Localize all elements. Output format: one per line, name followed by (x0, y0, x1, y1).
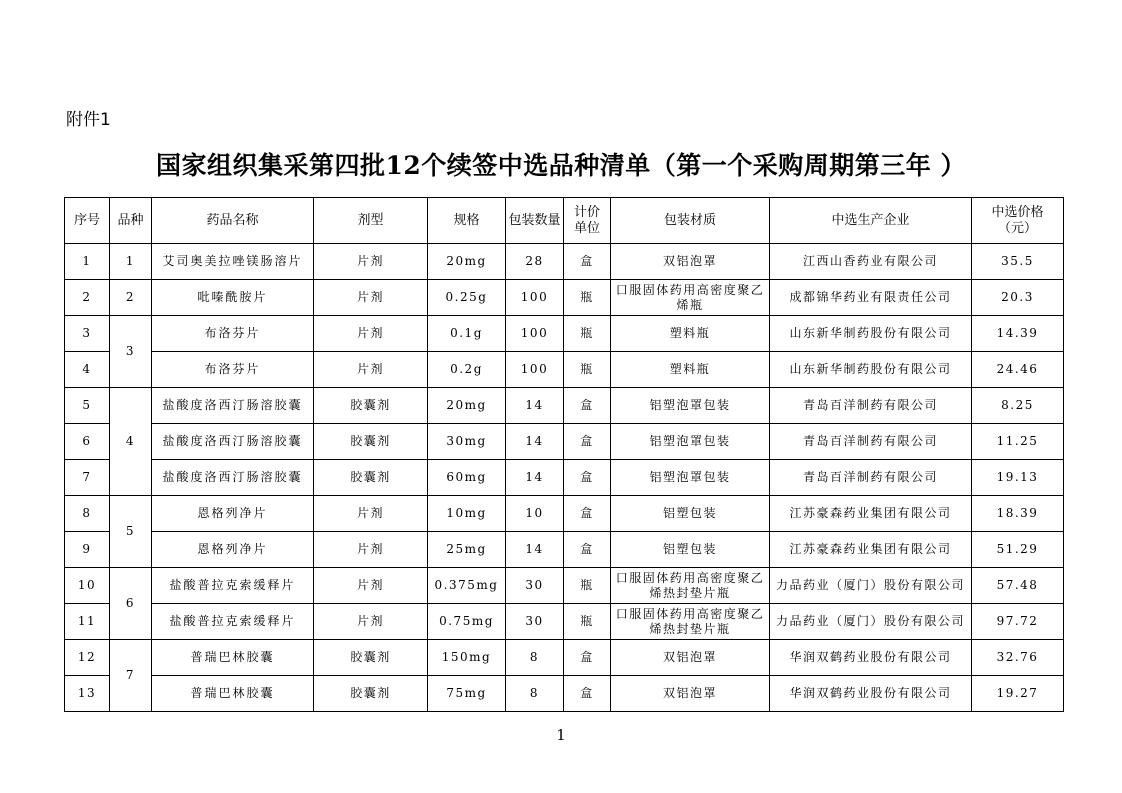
row-number-cell: 9 (65, 532, 110, 568)
drug-name-cell: 盐酸普拉克索缓释片 (152, 568, 314, 604)
drug-name-cell: 吡嗪酰胺片 (152, 280, 314, 316)
table-row (65, 316, 1064, 352)
drug-name-cell: 普瑞巴林胶囊 (152, 640, 314, 676)
packaging-material-cell: 口服固体药用高密度聚乙烯热封垫片瓶 (611, 568, 770, 604)
table-row (65, 460, 1064, 496)
column-header: 包装材质 (611, 198, 770, 244)
pricing-unit-cell: 瓶 (564, 316, 611, 352)
package-quantity-cell: 8 (506, 640, 564, 676)
price-cell: 19.13 (972, 460, 1064, 496)
procurement-table (64, 197, 1064, 712)
manufacturer-cell: 力品药业（厦门）股份有限公司 (770, 568, 972, 604)
drug-name-cell: 盐酸度洛西汀肠溶胶囊 (152, 460, 314, 496)
drug-name-cell: 艾司奥美拉唑镁肠溶片 (152, 244, 314, 280)
table-row (65, 568, 1064, 604)
drug-name-cell: 盐酸度洛西汀肠溶胶囊 (152, 424, 314, 460)
drug-name-cell: 布洛芬片 (152, 316, 314, 352)
dosage-form-cell: 片剂 (314, 568, 428, 604)
price-cell: 51.29 (972, 532, 1064, 568)
drug-name-cell: 恩格列净片 (152, 532, 314, 568)
row-number-cell: 2 (65, 280, 110, 316)
column-header: 规格 (428, 198, 506, 244)
package-quantity-cell: 30 (506, 604, 564, 640)
packaging-material-cell: 口服固体药用高密度聚乙烯热封垫片瓶 (611, 604, 770, 640)
pricing-unit-cell: 盒 (564, 460, 611, 496)
packaging-material-cell: 双铝泡罩 (611, 244, 770, 280)
drug-name-cell: 恩格列净片 (152, 496, 314, 532)
pricing-unit-cell: 盒 (564, 640, 611, 676)
specification-cell: 60mg (428, 460, 506, 496)
column-header: 中选生产企业 (770, 198, 972, 244)
package-quantity-cell: 14 (506, 424, 564, 460)
variety-cell: 6 (110, 568, 152, 640)
row-number-cell: 5 (65, 388, 110, 424)
price-cell: 32.76 (972, 640, 1064, 676)
packaging-material-cell: 塑料瓶 (611, 316, 770, 352)
document-title: 国家组织集采第四批12个续签中选品种清单（第一个采购周期第三年 ） (156, 151, 966, 180)
price-cell: 20.3 (972, 280, 1064, 316)
dosage-form-cell: 片剂 (314, 316, 428, 352)
pricing-unit-cell: 盒 (564, 676, 611, 712)
packaging-material-cell: 塑料瓶 (611, 352, 770, 388)
table-row (65, 244, 1064, 280)
pricing-unit-cell: 盒 (564, 496, 611, 532)
table-header-row (65, 198, 1064, 244)
table-row (65, 352, 1064, 388)
dosage-form-cell: 胶囊剂 (314, 424, 428, 460)
manufacturer-cell: 成都锦华药业有限责任公司 (770, 280, 972, 316)
specification-cell: 0.25g (428, 280, 506, 316)
column-header: 药品名称 (152, 198, 314, 244)
package-quantity-cell: 30 (506, 568, 564, 604)
specification-cell: 0.375mg (428, 568, 506, 604)
price-cell: 14.39 (972, 316, 1064, 352)
packaging-material-cell: 双铝泡罩 (611, 640, 770, 676)
package-quantity-cell: 14 (506, 532, 564, 568)
manufacturer-cell: 力品药业（厦门）股份有限公司 (770, 604, 972, 640)
variety-cell: 5 (110, 496, 152, 568)
dosage-form-cell: 片剂 (314, 496, 428, 532)
package-quantity-cell: 28 (506, 244, 564, 280)
manufacturer-cell: 青岛百洋制药有限公司 (770, 460, 972, 496)
dosage-form-cell: 片剂 (314, 532, 428, 568)
dosage-form-cell: 片剂 (314, 352, 428, 388)
row-number-cell: 10 (65, 568, 110, 604)
row-number-cell: 8 (65, 496, 110, 532)
pricing-unit-cell: 盒 (564, 532, 611, 568)
dosage-form-cell: 胶囊剂 (314, 460, 428, 496)
manufacturer-cell: 江西山香药业有限公司 (770, 244, 972, 280)
manufacturer-cell: 青岛百洋制药有限公司 (770, 424, 972, 460)
price-cell: 19.27 (972, 676, 1064, 712)
row-number-cell: 3 (65, 316, 110, 352)
row-number-cell: 6 (65, 424, 110, 460)
table-row (65, 496, 1064, 532)
price-cell: 8.25 (972, 388, 1064, 424)
variety-cell: 1 (110, 244, 152, 280)
packaging-material-cell: 铝塑泡罩包装 (611, 460, 770, 496)
package-quantity-cell: 14 (506, 388, 564, 424)
column-header: 品种 (110, 198, 152, 244)
packaging-material-cell: 铝塑包装 (611, 496, 770, 532)
specification-cell: 20mg (428, 388, 506, 424)
manufacturer-cell: 江苏豪森药业集团有限公司 (770, 496, 972, 532)
table-row (65, 604, 1064, 640)
page-number: 1 (556, 726, 566, 744)
dosage-form-cell: 胶囊剂 (314, 640, 428, 676)
dosage-form-cell: 片剂 (314, 280, 428, 316)
dosage-form-cell: 片剂 (314, 244, 428, 280)
pricing-unit-cell: 瓶 (564, 280, 611, 316)
dosage-form-cell: 片剂 (314, 604, 428, 640)
drug-name-cell: 布洛芬片 (152, 352, 314, 388)
price-cell: 18.39 (972, 496, 1064, 532)
row-number-cell: 13 (65, 676, 110, 712)
pricing-unit-cell: 盒 (564, 424, 611, 460)
price-cell: 97.72 (972, 604, 1064, 640)
column-header: 中选价格 （元） (972, 198, 1064, 244)
drug-name-cell: 普瑞巴林胶囊 (152, 676, 314, 712)
specification-cell: 75mg (428, 676, 506, 712)
specification-cell: 10mg (428, 496, 506, 532)
pricing-unit-cell: 瓶 (564, 604, 611, 640)
manufacturer-cell: 华润双鹤药业股份有限公司 (770, 676, 972, 712)
price-cell: 35.5 (972, 244, 1064, 280)
column-header: 序号 (65, 198, 110, 244)
manufacturer-cell: 山东新华制药股份有限公司 (770, 316, 972, 352)
dosage-form-cell: 胶囊剂 (314, 676, 428, 712)
packaging-material-cell: 双铝泡罩 (611, 676, 770, 712)
row-number-cell: 12 (65, 640, 110, 676)
specification-cell: 0.1g (428, 316, 506, 352)
drug-name-cell: 盐酸普拉克索缓释片 (152, 604, 314, 640)
pricing-unit-cell: 瓶 (564, 352, 611, 388)
table-row (65, 532, 1064, 568)
row-number-cell: 7 (65, 460, 110, 496)
variety-cell: 4 (110, 388, 152, 496)
variety-cell: 3 (110, 316, 152, 388)
specification-cell: 0.2g (428, 352, 506, 388)
pricing-unit-cell: 盒 (564, 388, 611, 424)
specification-cell: 20mg (428, 244, 506, 280)
table-row (65, 424, 1064, 460)
package-quantity-cell: 14 (506, 460, 564, 496)
package-quantity-cell: 100 (506, 316, 564, 352)
manufacturer-cell: 山东新华制药股份有限公司 (770, 352, 972, 388)
attachment-label: 附件1 (66, 110, 111, 130)
manufacturer-cell: 江苏豪森药业集团有限公司 (770, 532, 972, 568)
package-quantity-cell: 100 (506, 352, 564, 388)
price-cell: 11.25 (972, 424, 1064, 460)
table-row (65, 388, 1064, 424)
manufacturer-cell: 青岛百洋制药有限公司 (770, 388, 972, 424)
specification-cell: 0.75mg (428, 604, 506, 640)
row-number-cell: 1 (65, 244, 110, 280)
table-row (65, 676, 1064, 712)
package-quantity-cell: 8 (506, 676, 564, 712)
variety-cell: 2 (110, 280, 152, 316)
specification-cell: 25mg (428, 532, 506, 568)
drug-name-cell: 盐酸度洛西汀肠溶胶囊 (152, 388, 314, 424)
dosage-form-cell: 胶囊剂 (314, 388, 428, 424)
package-quantity-cell: 10 (506, 496, 564, 532)
packaging-material-cell: 口服固体药用高密度聚乙烯瓶 (611, 280, 770, 316)
table-body (65, 244, 1064, 712)
pricing-unit-cell: 盒 (564, 244, 611, 280)
specification-cell: 30mg (428, 424, 506, 460)
variety-cell: 7 (110, 640, 152, 712)
specification-cell: 150mg (428, 640, 506, 676)
table-row (65, 280, 1064, 316)
row-number-cell: 11 (65, 604, 110, 640)
column-header: 包装数量 (506, 198, 564, 244)
price-cell: 57.48 (972, 568, 1064, 604)
price-cell: 24.46 (972, 352, 1064, 388)
packaging-material-cell: 铝塑泡罩包装 (611, 388, 770, 424)
package-quantity-cell: 100 (506, 280, 564, 316)
manufacturer-cell: 华润双鹤药业股份有限公司 (770, 640, 972, 676)
packaging-material-cell: 铝塑包装 (611, 532, 770, 568)
table-row (65, 640, 1064, 676)
pricing-unit-cell: 瓶 (564, 568, 611, 604)
column-header: 计价 单位 (564, 198, 611, 244)
row-number-cell: 4 (65, 352, 110, 388)
column-header: 剂型 (314, 198, 428, 244)
packaging-material-cell: 铝塑泡罩包装 (611, 424, 770, 460)
